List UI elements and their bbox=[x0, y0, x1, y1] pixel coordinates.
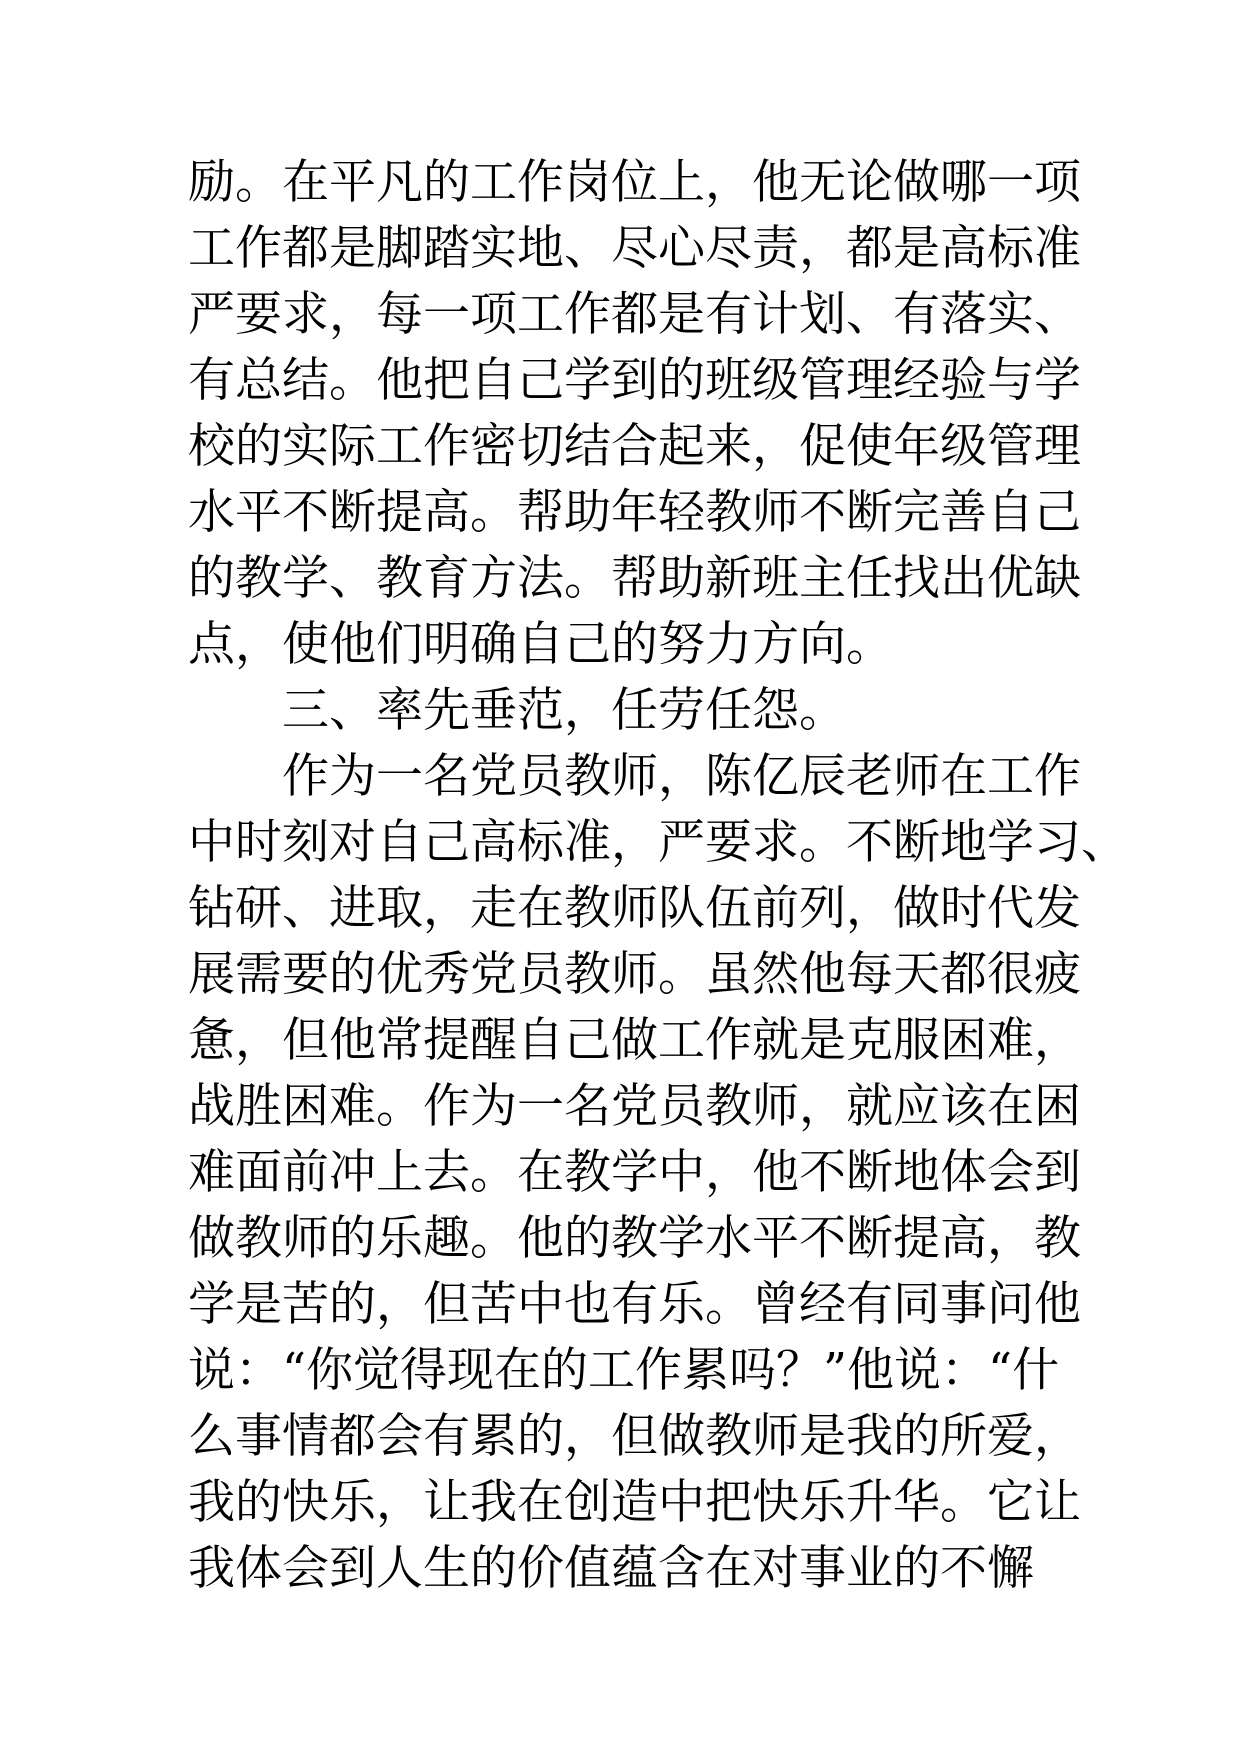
text-line: 励。在平凡的工作岗位上，他无论做哪一项 bbox=[188, 155, 1081, 210]
text-line: 学是苦的，但苦中也有乐。曾经有同事问他 bbox=[188, 1277, 1081, 1332]
text-line: 钻研、进取，走在教师队伍前列，做时代发 bbox=[188, 881, 1081, 936]
text-line: 点，使他们明确自己的努力方向。 bbox=[188, 617, 893, 672]
text-line: 难面前冲上去。在教学中，他不断地体会到 bbox=[188, 1145, 1081, 1200]
text-line: 说：“你觉得现在的工作累吗？”他说：“什 bbox=[188, 1343, 1060, 1398]
text-line: 战胜困难。作为一名党员教师，就应该在困 bbox=[188, 1079, 1081, 1134]
text-line: 惫，但他常提醒自己做工作就是克服困难， bbox=[188, 1013, 1081, 1068]
text-line: 么事情都会有累的，但做教师是我的所爱， bbox=[188, 1409, 1081, 1464]
text-line: 严要求，每一项工作都是有计划、有落实、 bbox=[188, 287, 1081, 342]
paragraph-first-line: 作为一名党员教师，陈亿辰老师在工作 bbox=[282, 749, 1081, 804]
text-line: 工作都是脚踏实地、尽心尽责，都是高标准 bbox=[188, 221, 1081, 276]
text-line: 校的实际工作密切结合起来，促使年级管理 bbox=[188, 419, 1081, 474]
text-line: 我体会到人生的价值蕴含在对事业的不懈 bbox=[188, 1541, 1034, 1596]
section-heading: 三、率先垂范，任劳任怨。 bbox=[282, 683, 846, 738]
text-line: 水平不断提高。帮助年轻教师不断完善自己 bbox=[188, 485, 1081, 540]
text-line: 做教师的乐趣。他的教学水平不断提高，教 bbox=[188, 1211, 1081, 1266]
text-line: 有总结。他把自己学到的班级管理经验与学 bbox=[188, 353, 1081, 408]
text-line: 我的快乐，让我在创造中把快乐升华。它让 bbox=[188, 1475, 1081, 1530]
text-line: 展需要的优秀党员教师。虽然他每天都很疲 bbox=[188, 947, 1081, 1002]
body-text bbox=[188, 150, 1128, 1602]
text-line: 的教学、教育方法。帮助新班主任找出优缺 bbox=[188, 551, 1081, 606]
text-line: 中时刻对自己高标准，严要求。不断地学习、 bbox=[188, 815, 1128, 870]
